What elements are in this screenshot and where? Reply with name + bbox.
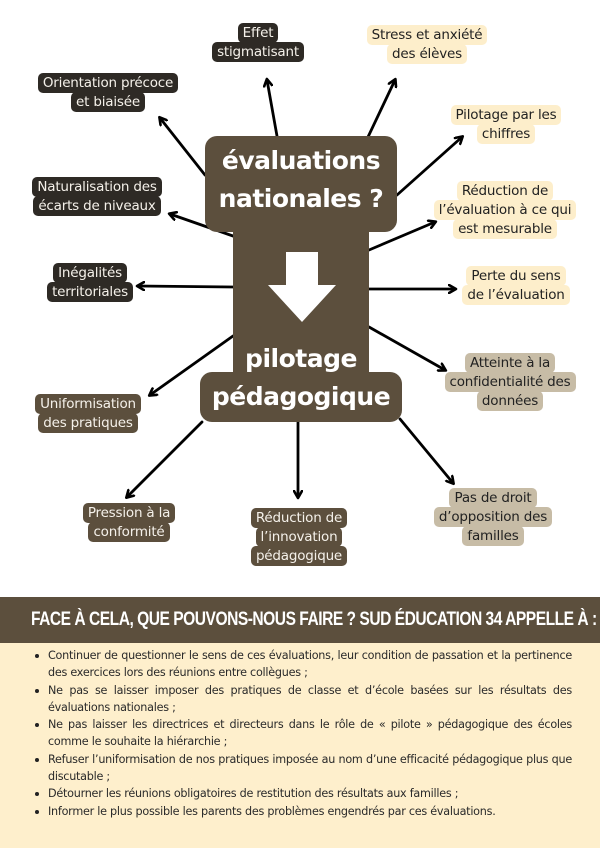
- action-item: Continuer de questionner le sens de ces évaluations, leur condition de passation et la pertinence des exercices lors des réunions entre collègues ;: [48, 649, 572, 679]
- central-topic-line-1: pilotage: [245, 344, 357, 373]
- node-text: et biaisée: [71, 92, 145, 112]
- action-item: Détourner les réunions obligatoires de restitution des résultats aux familles ;: [48, 785, 572, 802]
- node-text: Pas de droit: [449, 488, 536, 508]
- node-text: Stress et anxiété: [367, 25, 488, 45]
- node-text: chiffres: [477, 124, 535, 144]
- actions-list: [0, 643, 600, 820]
- node-text: Effet: [238, 23, 279, 43]
- node-orientation-precoce: [30, 74, 186, 112]
- central-topic: [200, 340, 402, 416]
- node-uniformisation-pratiques: [28, 395, 148, 433]
- central-question-line-1: évaluations: [221, 146, 381, 175]
- node-text: Réduction de: [251, 508, 347, 528]
- central-topic-line-2: pédagogique: [211, 382, 391, 411]
- action-item: Ne pas laisser les directrices et directeurs dans le rôle de « pilote » pédagogique des écoles comme le souhaite la hiérarchie ;: [48, 718, 572, 748]
- node-text: Pression à la: [83, 503, 175, 523]
- node-text: des pratiques: [38, 413, 138, 433]
- node-pas-droit-opposition: [428, 489, 558, 546]
- node-text: Inégalités: [53, 263, 127, 283]
- node-effet-stigmatisant: [208, 24, 308, 62]
- node-inegalites-territoriales: [40, 264, 140, 302]
- central-question: [205, 142, 397, 218]
- call-to-action-banner: [0, 597, 600, 643]
- node-text: pédagogique: [251, 546, 347, 566]
- node-text: Pilotage par les: [451, 105, 562, 125]
- node-stress-anxiete: [362, 26, 492, 64]
- node-text: territoriales: [47, 282, 133, 302]
- node-text: stigmatisant: [212, 42, 304, 62]
- node-text: écarts de niveaux: [33, 196, 160, 216]
- node-text: familles: [462, 526, 523, 546]
- action-item: Informer le plus possible les parents des problèmes engendrés par ces évaluations.: [48, 803, 572, 820]
- node-text: des élèves: [387, 44, 467, 64]
- node-pression-conformite: [74, 504, 184, 542]
- node-text: conformité: [88, 522, 169, 542]
- node-perte-sens: [456, 267, 576, 305]
- node-text: de l’évaluation: [462, 285, 569, 305]
- central-question-line-2: nationales ?: [218, 184, 384, 213]
- node-text: confidentialité des: [445, 372, 576, 392]
- node-naturalisation-ecarts: [22, 178, 172, 216]
- node-text: Orientation précoce: [38, 73, 178, 93]
- node-text: l’évaluation à ce qui: [434, 200, 577, 220]
- node-text: Perte du sens: [466, 266, 565, 286]
- node-text: Atteinte à la: [465, 353, 555, 373]
- node-text: d’opposition des: [434, 507, 552, 527]
- node-atteinte-confidentialite: [440, 354, 580, 411]
- node-text: est mesurable: [453, 219, 557, 239]
- node-reduction-innovation: [242, 509, 356, 566]
- action-item: Ne pas se laisser imposer des pratiques de classe et d’école basées sur les résultats des évaluations nationales ;: [48, 683, 572, 714]
- actions-panel: [0, 643, 600, 848]
- node-pilotage-chiffres: [444, 106, 568, 144]
- action-item: Refuser l’uniformisation de nos pratiques imposée au nom d’une efficacité pédagogique plus que discutable ;: [48, 752, 572, 783]
- banner-heading: FACE À CELA, QUE POUVONS-NOUS FAIRE ? SUD ÉDUCATION 34 APPELLE À :: [31, 609, 597, 630]
- node-text: l’innovation: [256, 527, 343, 547]
- node-text: Réduction de: [457, 181, 553, 201]
- down-arrow-icon: [268, 252, 336, 322]
- node-text: données: [477, 391, 543, 411]
- node-reduction-evaluation: [430, 182, 580, 239]
- node-text: Uniformisation: [35, 394, 141, 414]
- node-text: Naturalisation des: [32, 177, 161, 197]
